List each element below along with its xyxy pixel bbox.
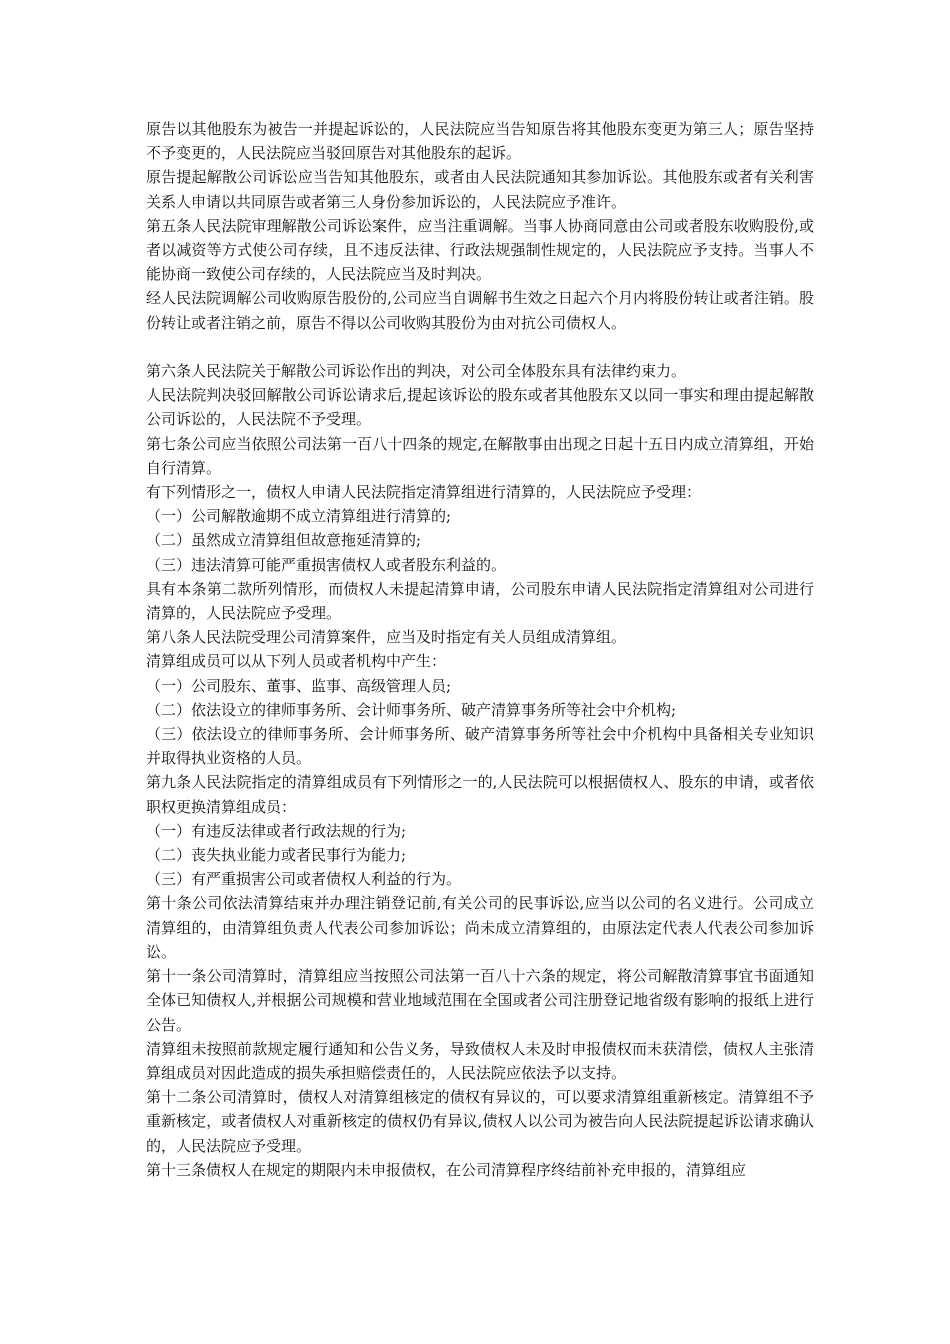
list-item: （三）违法清算可能严重损害债权人或者股东利益的。 (146, 555, 507, 574)
paragraph-13: 具有本条第二款所列情形，而债权人未提起清算申请，公司股东申请人民法院指定清算组对公司进行清算的，人民法院应予受理。 (146, 579, 814, 623)
paragraph-article-13: 第十三条债权人在规定的期限内未申报债权，在公司清算程序终结前补充申报的，清算组应 (146, 1160, 747, 1179)
list-item: （三）有严重损害公司或者债权人利益的行为。 (146, 870, 462, 889)
paragraph-article-8: 第八条人民法院受理公司清算案件，应当及时指定有关人员组成清算组。 (146, 628, 627, 647)
list-item: （二）依法设立的律师事务所、会计师事务所、破产清算事务所等社会中介机构; (146, 700, 677, 719)
list-item: （一）公司解散逾期不成立清算组进行清算的; (146, 507, 452, 526)
list-item: （二）丧失执业能力或者民事行为能力; (146, 846, 407, 865)
list-item: （二）虽然成立清算组但故意拖延清算的; (146, 531, 422, 550)
blank-line (146, 335, 814, 359)
paragraph-1: 原告以其他股东为被告一并提起诉讼的，人民法院应当告知原告将其他股东变更为第三人；原告坚持不予变更的，人民法院应当驳回原告对其他股东的起诉。 (146, 120, 814, 163)
paragraph-article-6: 第六条人民法院关于解散公司诉讼作出的判决，对公司全体股东具有法律约束力。 (146, 362, 687, 381)
paragraph-4: 经人民法院调解公司收购原告股份的,公司应当自调解书生效之日起六个月内将股份转让或者注销。股份转让或者注销之前，原告不得以公司收购其股份为由对抗公司债权人。 (146, 289, 814, 332)
document-body (146, 117, 814, 1182)
paragraph-25: 清算组未按照前款规定履行通知和公告义务，导致债权人未及时申报债权而未获清偿，债权人主张清算组成员对因此造成的损失承担赔偿责任的，人民法院应依法予以支持。 (146, 1039, 814, 1082)
paragraph-7: 人民法院判决驳回解散公司诉讼请求后,提起该诉讼的股东或者其他股东又以同一事实和理由提起解散公司诉讼的，人民法院不予受理。 (146, 386, 814, 429)
paragraph-9: 有下列情形之一，债权人申请人民法院指定清算组进行清算的，人民法院应予受理： (146, 483, 702, 502)
paragraph-2: 原告提起解散公司诉讼应当告知其他股东，或者由人民法院通知其参加诉讼。其他股东或者有关利害关系人申请以共同原告或者第三人身份参加诉讼的，人民法院应予准许。 (146, 168, 814, 211)
list-item: （一）有违反法律或者行政法规的行为; (146, 821, 407, 840)
paragraph-article-7: 第七条公司应当依照公司法第一百八十四条的规定,在解散事由出现之日起十五日内成立清算组，开始自行清算。 (146, 434, 814, 477)
list-item: （三）依法设立的律师事务所、会计师事务所、破产清算事务所等社会中介机构中具备相关专业知识并取得执业资格的人员。 (146, 725, 814, 768)
list-item: （一）公司股东、董事、监事、高级管理人员; (146, 676, 452, 695)
paragraph-15: 清算组成员可以从下列人员或者机构中产生： (146, 652, 447, 671)
paragraph-article-9: 第九条人民法院指定的清算组成员有下列情形之一的,人民法院可以根据债权人、股东的申请，或者依职权更换清算组成员： (146, 773, 814, 816)
paragraph-article-10: 第十条公司依法清算结束并办理注销登记前,有关公司的民事诉讼,应当以公司的名义进行。公司成立清算组的，由清算组负责人代表公司参加诉讼；尚未成立清算组的，由原法定代表人代表公司参加诉讼。 (146, 894, 814, 961)
paragraph-article-11: 第十一条公司清算时，清算组应当按照公司法第一百八十六条的规定，将公司解散清算事宜书面通知全体已知债权人,并根据公司规模和营业地域范围在全国或者公司注册登记地省级有影响的报纸上进行公告。 (146, 967, 814, 1034)
paragraph-article-5: 第五条人民法院审理解散公司诉讼案件，应当注重调解。当事人协商同意由公司或者股东收购股份,或者以减资等方式使公司存续，且不违反法律、行政法规强制性规定的，人民法院应予支持。当事人不能协商一致使公司存续的，人民法院应当及时判决。 (146, 216, 814, 284)
paragraph-article-12: 第十二条公司清算时，债权人对清算组核定的债权有异议的，可以要求清算组重新核定。清算组不予重新核定，或者债权人对重新核定的债权仍有异议,债权人以公司为被告向人民法院提起诉讼请求确认的，人民法院应予受理。 (146, 1088, 814, 1155)
